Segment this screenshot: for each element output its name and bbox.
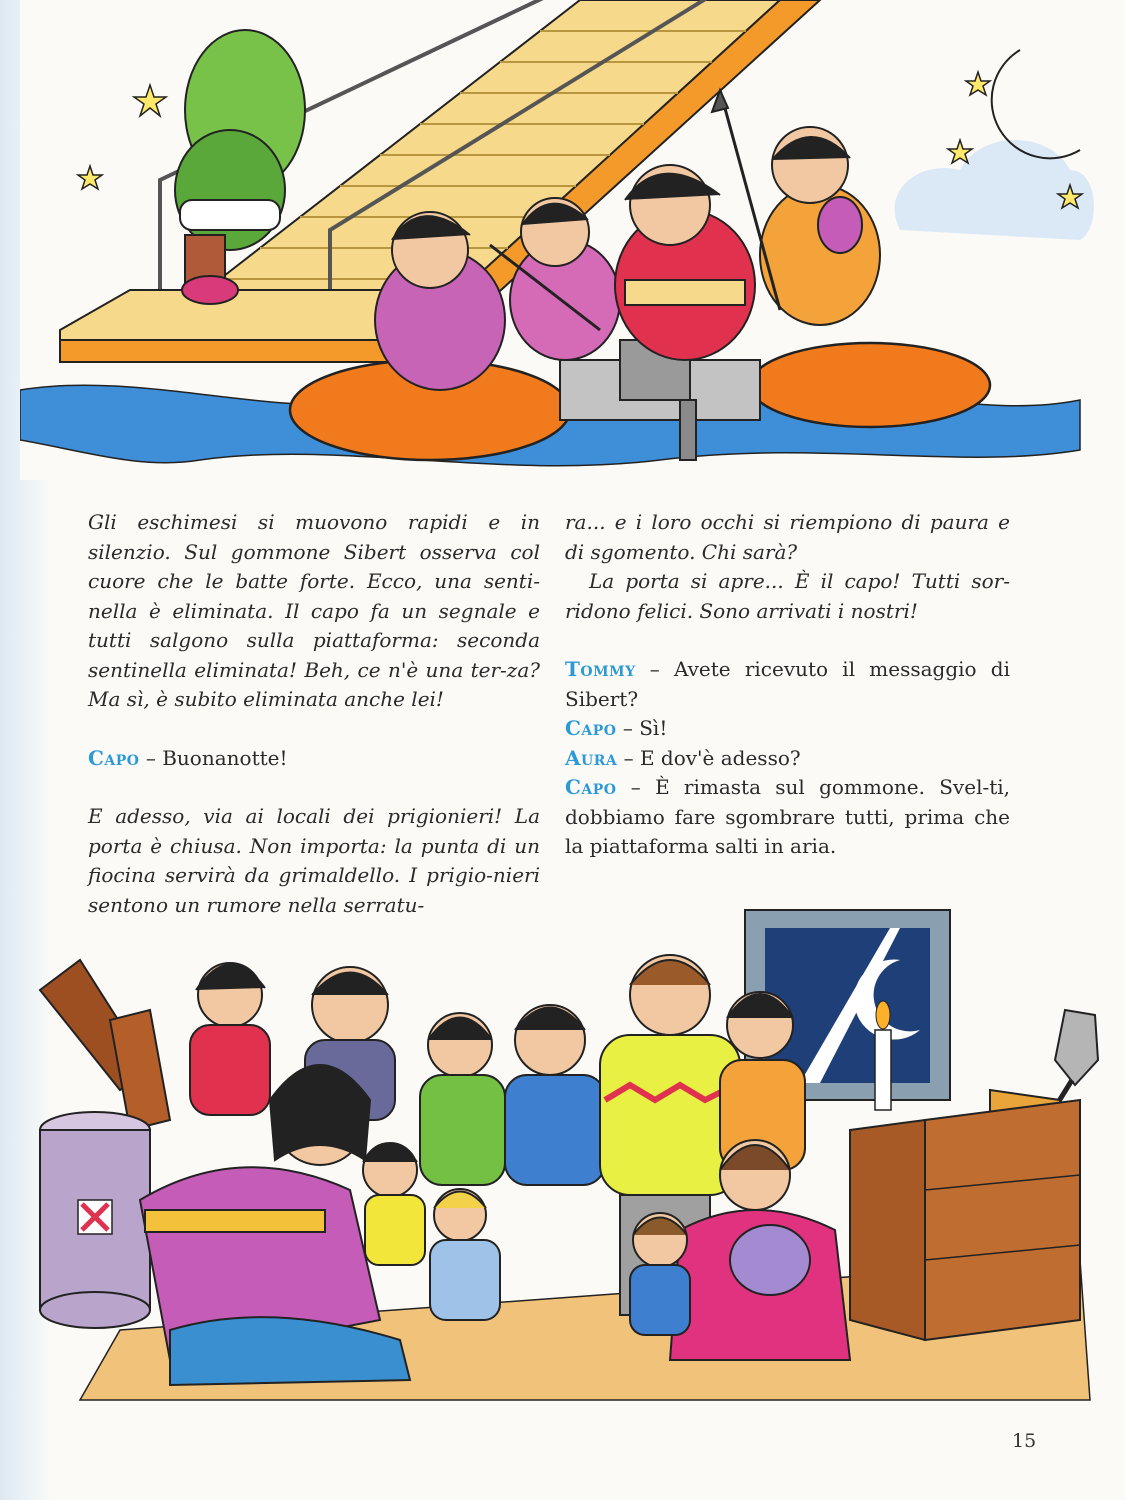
barrel bbox=[40, 1112, 150, 1328]
dialogue-line bbox=[565, 655, 1010, 714]
narration-paragraph: ra... e i loro occhi si riempiono di paura e di sgomento. Chi sarà? bbox=[565, 510, 1010, 564]
speaker-name: Tommy bbox=[565, 657, 636, 681]
bottom-illustration bbox=[20, 900, 1100, 1405]
narration-paragraph: Gli eschimesi si muovono rapidi e in silenzio. Sul gommone Sibert osserva col cuore che le batte forte. Ecco, una senti-nella è eliminata. Il capo fa un segnale e tutti salgono sulla piattaforma: seconda sentinella eliminata! Beh, ce n'è una ter-za? Ma sì, è subito eliminata anche lei! bbox=[88, 510, 540, 711]
dialogue-line bbox=[565, 773, 1010, 862]
speaker-name: Aura bbox=[565, 745, 618, 770]
speaker-name: Capo bbox=[565, 716, 617, 740]
page-number: 15 bbox=[1012, 1430, 1037, 1452]
speaker-name: Capo bbox=[565, 775, 617, 799]
text-column-left bbox=[88, 508, 540, 920]
dialogue-text: – È rimasta sul gommone. Svel-ti, dobbiamo fare sgombrare tutti, prima che la piattaforma salti in aria. bbox=[565, 775, 1011, 858]
candle-icon bbox=[875, 1001, 891, 1110]
top-illustration bbox=[20, 0, 1100, 480]
narration-paragraph: La porta si apre... È il capo! Tutti sor-ridono felici. Sono arrivati i nostri! bbox=[565, 569, 1010, 623]
text-column-right bbox=[565, 508, 1010, 862]
dialogue-text: – Avete ricevuto il messaggio di Sibert? bbox=[565, 657, 1011, 711]
dialogue-text: – E dov'è adesso? bbox=[623, 745, 801, 770]
dialogue-line bbox=[565, 744, 1010, 774]
wooden-crate bbox=[850, 1100, 1080, 1340]
dialogue-text: – Sì! bbox=[622, 716, 668, 740]
speaker-name: Capo bbox=[88, 745, 140, 770]
dialogue-text: – Buonanotte! bbox=[145, 745, 288, 770]
narration-paragraph: E adesso, via ai locali dei prigionieri! La porta è chiusa. Non importa: la punta di un fiocina servirà da grimaldello. I prigio-nieri sentono un rumore nella serratu- bbox=[88, 804, 540, 917]
dialogue-line bbox=[88, 744, 540, 774]
broken-planks bbox=[40, 960, 170, 1130]
dialogue-line bbox=[565, 714, 1010, 744]
